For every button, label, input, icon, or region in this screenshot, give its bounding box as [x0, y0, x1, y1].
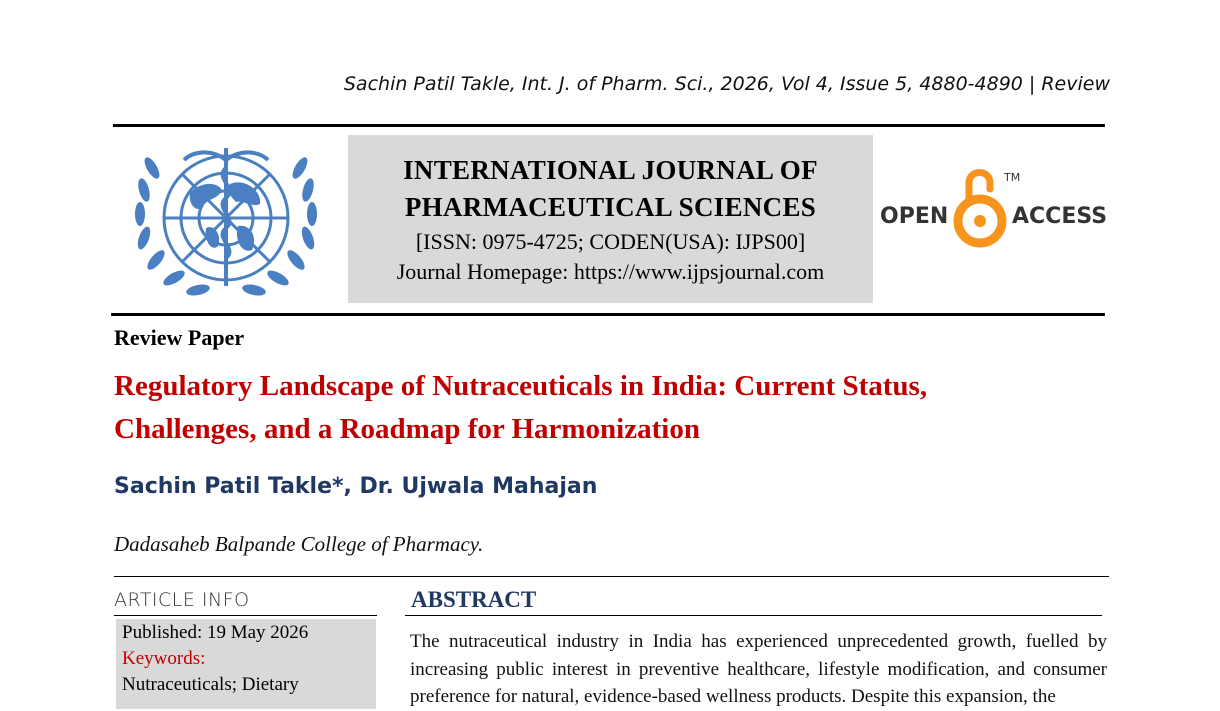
keywords-list: Nutraceuticals; Dietary	[122, 674, 299, 695]
abstract-text	[410, 628, 1107, 711]
article-type: Review Paper	[114, 325, 245, 350]
un-emblem-logo	[126, 138, 326, 306]
journal-issn: [ISSN: 0975-4725; CODEN(USA): IJPS00]	[415, 229, 806, 254]
abstract-line3: preference for natural, evidence-based wellness products. Despite this expansion, the	[410, 686, 1056, 707]
open-access-left-text: OPEN	[880, 204, 949, 229]
journal-homepage: Journal Homepage: https://www.ijpsjournal.com	[396, 259, 825, 284]
open-access-tm: TM	[1004, 171, 1021, 184]
affiliation: Dadasaheb Balpande College of Pharmacy.	[114, 532, 484, 556]
section-divider	[114, 576, 1109, 577]
article-title-line2: Challenges, and a Roadmap for Harmonization	[114, 413, 700, 445]
article-title	[114, 365, 1114, 451]
open-access-right-text: ACCESS	[1012, 204, 1108, 229]
abstract-rule	[405, 615, 1102, 616]
header-rule-top	[113, 124, 1105, 127]
keywords-label: Keywords:	[122, 648, 206, 669]
lock-keyhole-icon	[974, 215, 986, 227]
published-date: Published: 19 May 2026	[122, 622, 309, 643]
article-title-line1: Regulatory Landscape of Nutraceuticals in India: Current Status,	[114, 370, 928, 402]
journal-title-line2: PHARMACEUTICAL SCIENCES	[404, 192, 817, 222]
open-access-logo	[878, 165, 1110, 255]
header-rule-bottom	[111, 313, 1105, 316]
abstract-line1: The nutraceutical industry in India has experienced unprecedented growth, fuelled by	[410, 631, 1107, 652]
journal-title-line1: INTERNATIONAL JOURNAL OF	[403, 155, 818, 185]
article-info-heading: ARTICLE INFO	[114, 589, 250, 611]
article-info-rule	[114, 615, 377, 616]
journal-banner	[348, 135, 873, 303]
abstract-line2: increasing public interest in preventive healthcare, lifestyle modification, and consumer	[410, 658, 1107, 680]
abstract-heading: ABSTRACT	[411, 587, 537, 612]
article-info-box	[116, 619, 376, 709]
authors: Sachin Patil Takle*, Dr. Ujwala Mahajan	[114, 474, 598, 499]
running-head: Sachin Patil Takle, Int. J. of Pharm. Sci., 2026, Vol 4, Issue 5, 4880-4890 | Review	[343, 73, 1110, 95]
